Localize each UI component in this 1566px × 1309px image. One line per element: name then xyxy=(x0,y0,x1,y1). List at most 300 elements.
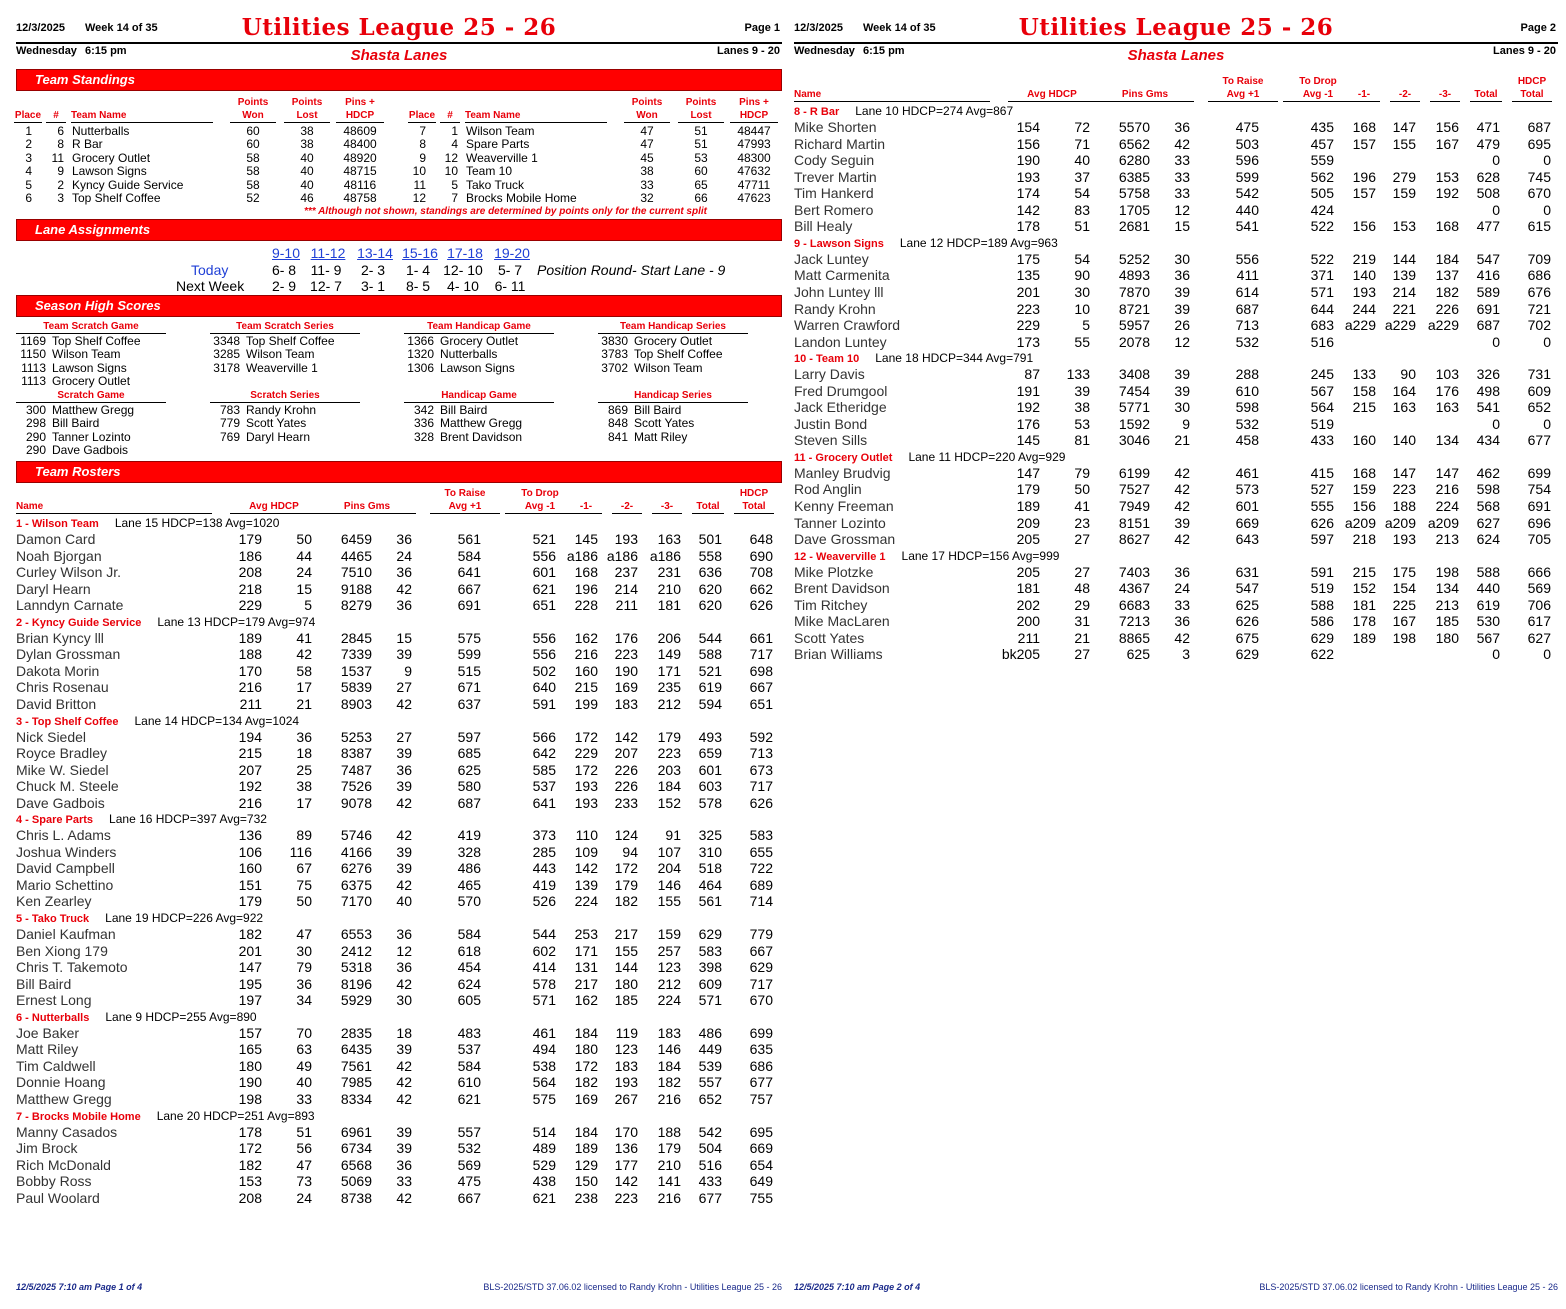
player-stat: 0 xyxy=(1543,415,1551,432)
lane-pair-link: 13-14 xyxy=(357,245,393,261)
high-score-name: Randy Krohn xyxy=(246,403,317,417)
standings-cell: Kyncy Guide Service xyxy=(72,177,184,192)
high-score-value: 3830 xyxy=(601,334,628,348)
team-name: 9 - Lawson Signs xyxy=(794,237,884,250)
player-stat: 36 xyxy=(396,1156,412,1173)
player-stat: 229 xyxy=(1016,317,1040,334)
roster-header-total: Total xyxy=(692,500,724,514)
week-label: Week 14 of 35 xyxy=(85,22,158,34)
section-season-high-scores: Season High Scores xyxy=(16,295,782,317)
player-stat: 15 xyxy=(396,629,412,646)
high-score-value: 1113 xyxy=(21,374,46,389)
player-stat: 779 xyxy=(749,926,773,942)
player-stat: 196 xyxy=(574,580,598,597)
player-row xyxy=(794,334,1554,351)
player-stat: 625 xyxy=(1126,646,1150,663)
standings-cell: 58 xyxy=(246,177,260,192)
player-row xyxy=(794,267,1554,284)
high-score-row xyxy=(10,404,134,417)
player-stat: 9078 xyxy=(340,794,372,811)
section-lane-assignments: Lane Assignments xyxy=(16,219,782,241)
player-row xyxy=(16,679,776,696)
player-name: Dylan Grossman xyxy=(16,646,121,663)
player-stat: 40 xyxy=(1074,152,1090,169)
player-stat: 8334 xyxy=(340,1090,372,1107)
player-row xyxy=(794,366,1554,383)
high-score-name: Wilson Team xyxy=(52,347,121,362)
player-stat: 154 xyxy=(1016,119,1040,135)
player-stat: 39 xyxy=(1174,382,1190,399)
player-stat: 626 xyxy=(749,794,773,811)
player-stat: 601 xyxy=(532,564,556,581)
player-name: Daryl Hearn xyxy=(16,580,91,597)
player-stat: 714 xyxy=(749,893,773,910)
player-stat: 188 xyxy=(238,646,262,663)
player-stat: 564 xyxy=(1310,399,1334,416)
player-stat: 440 xyxy=(1476,580,1500,597)
player-row xyxy=(16,548,776,565)
player-stat: 0 xyxy=(1492,333,1500,350)
standings-cell: 2 xyxy=(25,137,32,152)
player-stat: 39 xyxy=(396,1041,412,1058)
player-stat: 1705 xyxy=(1118,201,1150,218)
player-stat: 698 xyxy=(749,662,773,679)
player-stat: 690 xyxy=(749,547,773,564)
player-stat: 629 xyxy=(1235,646,1259,663)
player-stat: 149 xyxy=(657,646,681,663)
team-info: Lane 19 HDCP=226 Avg=922 xyxy=(105,911,264,925)
high-score-value: 769 xyxy=(219,429,240,444)
player-stat: 173 xyxy=(1016,333,1040,350)
player-stat: 475 xyxy=(457,1173,481,1190)
player-stat: 594 xyxy=(698,695,722,712)
player-stat: 39 xyxy=(396,843,412,860)
player-stat: 677 xyxy=(1527,432,1551,449)
player-stat: 689 xyxy=(749,876,773,893)
player-stat: 675 xyxy=(1235,629,1259,646)
high-score-value: 783 xyxy=(219,403,240,417)
player-stat: 619 xyxy=(1476,596,1500,613)
player-stat: a229 xyxy=(1384,317,1416,334)
player-row xyxy=(16,1041,776,1058)
player-stat: 36 xyxy=(396,564,412,581)
player-stat: 556 xyxy=(532,646,556,663)
player-stat: 42 xyxy=(396,975,412,992)
high-score-row xyxy=(592,362,702,375)
player-stat: 178 xyxy=(238,1123,262,1140)
roster-header-to-drop: To Drop xyxy=(521,488,559,499)
standings-cell: 48116 xyxy=(343,177,377,192)
footer-right: BLS-2025/STD 37.06.02 licensed to Randy Krohn - Utilities League 25 - 26 xyxy=(1259,1282,1558,1292)
team-name: 8 - R Bar xyxy=(794,106,840,118)
player-stat: 15 xyxy=(296,580,312,597)
player-stat: 42 xyxy=(396,827,412,844)
player-stat: 537 xyxy=(457,1041,481,1058)
standings-header: # xyxy=(440,109,460,123)
player-stat: 2078 xyxy=(1118,333,1150,350)
standings-cell: 9 xyxy=(419,150,426,165)
player-stat: 180 xyxy=(614,975,638,992)
player-stat: 644 xyxy=(1310,300,1334,317)
player-stat: 30 xyxy=(1074,283,1090,300)
player-stat: 182 xyxy=(614,893,638,910)
high-score-name: Grocery Outlet xyxy=(634,334,713,348)
player-stat: 223 xyxy=(614,646,638,663)
player-stat: 201 xyxy=(238,942,262,959)
roster-header-to-raise: To Raise xyxy=(1222,76,1264,87)
team-info: Lane 16 HDCP=397 Avg=732 xyxy=(109,812,267,827)
player-name: Noah Bjorgan xyxy=(16,547,102,564)
player-stat: 226 xyxy=(614,761,638,778)
player-stat: 53 xyxy=(1074,415,1090,432)
player-stat: 564 xyxy=(532,1074,556,1091)
high-score-value: 1150 xyxy=(20,347,46,362)
roster-header-avg-minus: Avg -1 xyxy=(1283,88,1353,102)
standings-cell: 48715 xyxy=(343,164,377,179)
high-score-name: Top Shelf Coffee xyxy=(634,347,723,362)
player-stat: 502 xyxy=(532,662,556,679)
player-name: Fred Drumgool xyxy=(794,382,888,399)
player-stat: 168 xyxy=(1352,119,1376,135)
player-stat: 179 xyxy=(657,728,681,745)
player-stat: 49 xyxy=(296,1057,312,1074)
roster-header-hdcp: HDCP xyxy=(1517,76,1547,87)
player-stat: 81 xyxy=(1074,432,1090,449)
standings-cell: 45 xyxy=(640,150,654,165)
team-heading xyxy=(16,1108,315,1125)
player-stat: 176 xyxy=(614,629,638,646)
player-name: Chris T. Takemoto xyxy=(16,959,128,976)
player-stat: 193 xyxy=(1016,168,1040,185)
player-stat: 36 xyxy=(1174,267,1190,284)
roster-header-hdcp-total: Total xyxy=(1512,88,1552,102)
high-score-title: Team Handicap Series xyxy=(598,320,748,334)
high-score-title: Team Scratch Game xyxy=(16,320,166,334)
player-stat: 38 xyxy=(1074,399,1090,416)
player-stat: 691 xyxy=(1476,300,1500,317)
player-stat: 685 xyxy=(457,745,481,762)
player-name: Dakota Morin xyxy=(16,662,100,679)
player-stat: 498 xyxy=(1476,382,1500,399)
time-label: 6:15 pm xyxy=(863,45,905,57)
player-stat: 556 xyxy=(532,547,556,564)
player-row xyxy=(794,432,1554,449)
player-stat: 583 xyxy=(698,942,722,959)
player-stat: 216 xyxy=(657,1189,681,1206)
player-stat: 4893 xyxy=(1118,267,1150,284)
player-stat: 190 xyxy=(1016,152,1040,169)
player-stat: 18 xyxy=(296,745,312,762)
player-stat: 597 xyxy=(457,728,481,745)
player-stat: 196 xyxy=(1352,168,1376,185)
player-stat: 717 xyxy=(749,975,773,992)
player-stat: 184 xyxy=(657,778,681,795)
player-name: Brian Kyncy lll xyxy=(16,629,104,646)
player-stat: 58 xyxy=(296,662,312,679)
player-stat: 106 xyxy=(238,843,262,860)
player-name: John Luntey lll xyxy=(794,283,884,300)
player-stat: 599 xyxy=(457,646,481,663)
player-stat: 157 xyxy=(238,1024,262,1041)
player-stat: 185 xyxy=(1435,613,1459,630)
player-stat: 662 xyxy=(749,580,773,597)
player-stat: 9 xyxy=(404,662,412,679)
player-stat: 27 xyxy=(1074,646,1090,663)
player-stat: 103 xyxy=(1435,366,1459,383)
player-stat: 624 xyxy=(457,975,481,992)
high-score-row xyxy=(204,431,310,444)
player-stat: 188 xyxy=(1392,498,1416,514)
team-name: 7 - Brocks Mobile Home xyxy=(16,1110,141,1123)
player-stat: 8738 xyxy=(340,1189,372,1206)
player-stat: 156 xyxy=(1352,498,1376,514)
player-stat: 626 xyxy=(1310,514,1334,531)
player-stat: 654 xyxy=(749,1156,773,1173)
player-stat: 414 xyxy=(532,959,556,976)
standings-header: Points Lost xyxy=(678,96,724,123)
next-pair: 8- 5 xyxy=(405,278,431,294)
high-score-value: 3702 xyxy=(601,360,628,375)
player-stat: 211 xyxy=(1017,629,1040,646)
player-name: Ben Xiong 179 xyxy=(16,942,108,959)
player-stat: 131 xyxy=(574,959,598,976)
player-stat: 5758 xyxy=(1118,185,1150,202)
player-stat: 178 xyxy=(1016,218,1040,235)
high-score-name: Bill Baird xyxy=(52,416,100,431)
player-stat: 609 xyxy=(698,975,722,992)
team-name: 12 - Weaverville 1 xyxy=(794,550,886,563)
player-stat: 562 xyxy=(1310,168,1334,185)
player-stat: 210 xyxy=(657,580,681,597)
player-name: Richard Martin xyxy=(794,135,886,152)
player-stat: 575 xyxy=(457,629,481,646)
player-stat: 30 xyxy=(396,992,412,1009)
player-stat: 225 xyxy=(1392,596,1416,613)
high-score-name: Wilson Team xyxy=(634,360,703,375)
standings-cell: 4 xyxy=(451,137,458,152)
player-stat: 79 xyxy=(1074,464,1090,481)
player-row xyxy=(16,844,776,861)
player-stat: 142 xyxy=(614,728,638,745)
player-stat: 178 xyxy=(1352,613,1376,630)
player-stat: 667 xyxy=(457,1189,481,1206)
player-stat: 25 xyxy=(296,761,312,778)
player-row xyxy=(794,613,1554,630)
player-stat: 193 xyxy=(574,794,598,811)
player-stat: 609 xyxy=(1527,382,1551,399)
player-stat: 514 xyxy=(532,1123,556,1140)
standings-header: Pins + HDCP xyxy=(730,96,778,123)
player-stat: 174 xyxy=(1016,185,1040,202)
player-stat: 180 xyxy=(238,1057,262,1074)
player-stat: 153 xyxy=(238,1173,262,1190)
player-stat: 8151 xyxy=(1118,514,1150,531)
player-stat: 9 xyxy=(1182,415,1190,432)
high-score-value: 779 xyxy=(219,416,240,431)
player-stat: 29 xyxy=(1074,596,1090,613)
player-row xyxy=(16,745,776,762)
player-stat: 598 xyxy=(1235,399,1259,416)
week-label: Week 14 of 35 xyxy=(863,22,936,34)
player-stat: 67 xyxy=(296,860,312,877)
standings-cell: 33 xyxy=(640,177,654,192)
player-stat: 63 xyxy=(296,1041,312,1058)
player-stat: 6568 xyxy=(340,1156,372,1173)
high-score-row xyxy=(398,348,497,361)
player-stat: 233 xyxy=(614,794,638,811)
player-stat: 31 xyxy=(1074,613,1090,630)
high-score-name: Dave Gadbois xyxy=(52,443,129,458)
player-row xyxy=(16,646,776,663)
player-row xyxy=(16,581,776,598)
roster-header-avg-hdcp: Avg HDCP xyxy=(1008,88,1096,102)
high-score-name: Grocery Outlet xyxy=(440,334,519,348)
player-stat: 39 xyxy=(396,745,412,762)
player-stat: 164 xyxy=(1392,382,1416,399)
roster-header-pins-gms: Pins Gms xyxy=(318,500,416,514)
player-stat: 501 xyxy=(698,531,722,547)
player-stat: 153 xyxy=(1435,168,1459,185)
player-stat: 1537 xyxy=(340,662,372,679)
report-page-2 xyxy=(794,0,1558,1309)
player-name: Ken Zearley xyxy=(16,893,92,910)
player-stat: 438 xyxy=(532,1173,556,1190)
player-name: Kenny Freeman xyxy=(794,498,894,514)
player-row xyxy=(16,696,776,713)
player-row xyxy=(16,1074,776,1091)
player-stat: 30 xyxy=(296,942,312,959)
player-stat: 39 xyxy=(1174,300,1190,317)
player-stat: 42 xyxy=(396,876,412,893)
player-stat: 651 xyxy=(749,695,773,712)
standings-cell: 65 xyxy=(694,177,708,192)
player-stat: 107 xyxy=(657,843,681,860)
high-score-row xyxy=(10,444,128,457)
player-stat: 561 xyxy=(698,893,722,910)
player-stat: 8721 xyxy=(1118,300,1150,317)
player-stat: 194 xyxy=(238,728,262,745)
player-row xyxy=(16,992,776,1009)
player-stat: 176 xyxy=(1435,382,1459,399)
player-stat: 683 xyxy=(1310,317,1334,334)
player-stat: 419 xyxy=(457,827,481,844)
standings-cell: 38 xyxy=(300,124,314,138)
player-stat: 129 xyxy=(574,1156,598,1173)
player-stat: 244 xyxy=(1352,300,1376,317)
standings-header: # xyxy=(46,109,66,123)
player-stat: 532 xyxy=(1235,333,1259,350)
player-stat: 8279 xyxy=(340,597,372,614)
player-name: Curley Wilson Jr. xyxy=(16,564,122,581)
player-stat: 21 xyxy=(296,695,312,712)
player-stat: 33 xyxy=(296,1090,312,1107)
player-stat: 133 xyxy=(1352,366,1376,383)
player-stat: 205 xyxy=(1016,563,1040,580)
player-stat: a186 xyxy=(606,547,638,564)
player-stat: 142 xyxy=(1016,201,1040,218)
player-stat: 171 xyxy=(574,942,598,959)
player-stat: 193 xyxy=(614,531,638,547)
player-name: David Campbell xyxy=(16,860,115,877)
standings-header: Pins + HDCP xyxy=(336,96,384,123)
player-stat: 7213 xyxy=(1118,613,1150,630)
player-stat: 475 xyxy=(1235,119,1259,135)
player-row xyxy=(794,481,1554,498)
player-stat: 182 xyxy=(657,1074,681,1091)
player-row xyxy=(16,1091,776,1108)
player-stat: 181 xyxy=(1352,596,1376,613)
player-stat: 205 xyxy=(1016,531,1040,548)
player-stat: 17 xyxy=(296,679,312,696)
team-info: Lane 18 HDCP=344 Avg=791 xyxy=(875,351,1034,366)
player-stat: a209 xyxy=(1427,514,1459,531)
player-stat: 70 xyxy=(296,1024,312,1041)
lane-pair-link: 17-18 xyxy=(447,245,483,261)
team-heading xyxy=(794,235,1058,252)
player-stat: 5069 xyxy=(340,1173,372,1190)
standings-header: Points Won xyxy=(230,96,276,123)
standings-cell: Team 10 xyxy=(466,164,513,179)
player-stat: 184 xyxy=(574,1024,598,1041)
player-stat: 8865 xyxy=(1118,629,1150,646)
player-name: Larry Davis xyxy=(794,366,865,383)
player-stat: 2835 xyxy=(340,1024,372,1041)
team-heading xyxy=(16,1009,257,1026)
player-stat: 55 xyxy=(1074,333,1090,350)
player-stat: 215 xyxy=(238,745,262,762)
player-stat: 162 xyxy=(574,629,598,646)
player-name: Mike W. Siedel xyxy=(16,761,109,778)
page-header xyxy=(16,0,782,68)
player-stat: 599 xyxy=(1235,168,1259,185)
player-stat: 201 xyxy=(1016,283,1040,300)
player-stat: 629 xyxy=(1310,629,1334,646)
standings-cell: 8 xyxy=(57,137,64,152)
player-stat: 39 xyxy=(1074,382,1090,399)
player-stat: 561 xyxy=(457,531,481,547)
player-stat: 42 xyxy=(296,646,312,663)
player-name: Tim Caldwell xyxy=(16,1057,96,1074)
player-stat: 124 xyxy=(614,827,638,844)
player-stat: 216 xyxy=(657,1090,681,1107)
player-stat: 206 xyxy=(657,629,681,646)
player-stat: 208 xyxy=(238,564,262,581)
player-stat: 0 xyxy=(1492,415,1500,432)
high-score-row xyxy=(592,348,723,361)
player-stat: 8196 xyxy=(340,975,372,992)
player-stat: 189 xyxy=(238,629,262,646)
player-stat: 147 xyxy=(238,959,262,976)
player-stat: 30 xyxy=(1174,250,1190,267)
player-stat: 47 xyxy=(296,1156,312,1173)
player-stat: 179 xyxy=(614,876,638,893)
high-score-name: Nutterballs xyxy=(440,347,498,362)
standings-cell: 51 xyxy=(694,137,708,152)
player-stat: 182 xyxy=(574,1074,598,1091)
center-name: Shasta Lanes xyxy=(1127,47,1225,64)
player-stat: 216 xyxy=(1435,481,1459,498)
player-name: Tanner Lozinto xyxy=(794,514,886,531)
roster-header-avg-hdcp: Avg HDCP xyxy=(230,500,318,514)
player-stat: 326 xyxy=(1476,366,1500,383)
player-stat: 6562 xyxy=(1118,135,1150,152)
player-stat: 745 xyxy=(1527,168,1551,185)
player-stat: 542 xyxy=(1235,185,1259,202)
player-stat: 75 xyxy=(296,876,312,893)
player-stat: 571 xyxy=(532,992,556,1009)
player-row xyxy=(794,169,1554,186)
team-info: Lane 15 HDCP=138 Avg=1020 xyxy=(114,516,280,530)
